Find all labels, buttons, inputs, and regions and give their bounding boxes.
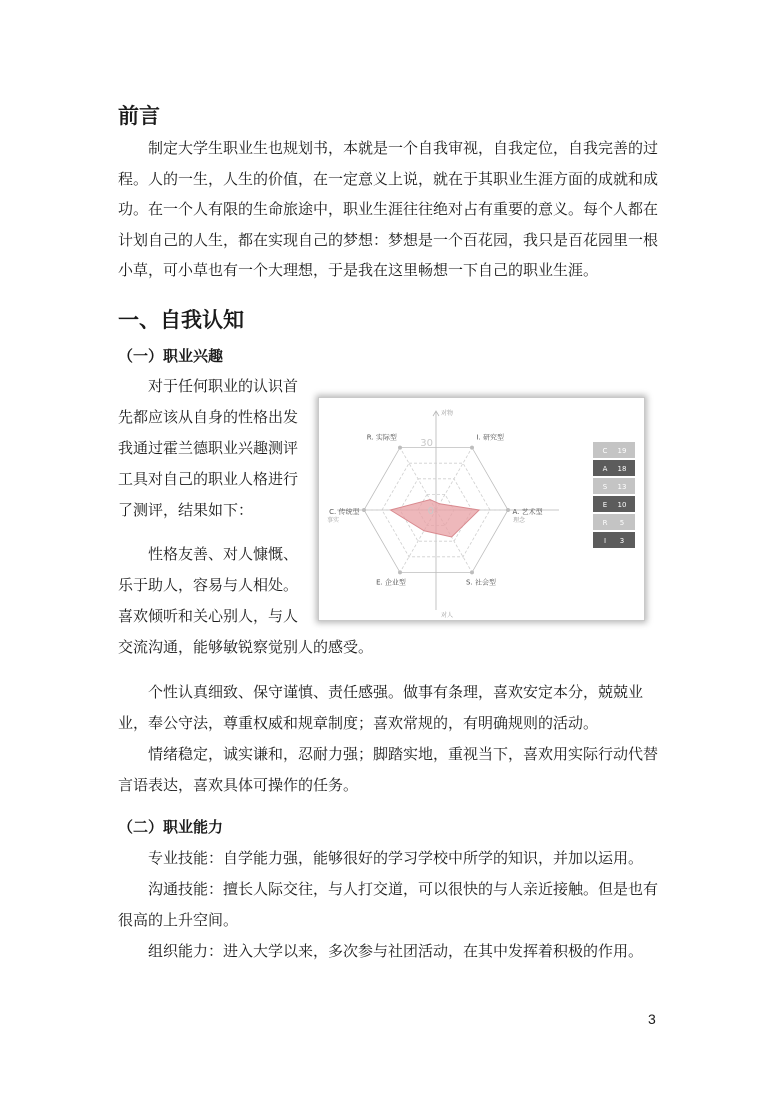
score-table-code: A (602, 465, 608, 473)
radar-axis-label: R. 实际型 (366, 433, 397, 442)
score-table-code: R (602, 519, 608, 527)
subsection-title-career-ability: （二）职业能力 (118, 818, 224, 836)
radar-data-area (390, 500, 479, 537)
axis-end-label-bottom: 对人 (440, 612, 454, 619)
holland-radar-chart (318, 397, 645, 621)
score-table-value: 18 (617, 465, 627, 473)
intro-line: 先都应该从自身的性格出发 (118, 408, 299, 426)
score-table-value: 19 (617, 447, 627, 455)
score-table-code: I (603, 537, 607, 545)
intro-line: 对于任何职业的认识首 (148, 377, 299, 395)
intro-line: 了测评，结果如下： (118, 501, 254, 519)
trait-line: 乐于助人，容易与人相处。 (118, 576, 299, 594)
trait-line: 性格友善、对人慷慨、 (148, 545, 299, 563)
professional-skill-paragraph: 专业技能：自学能力强，能够很好的学习学校中所学的知识，并加以运用。 (148, 849, 644, 867)
radar-vertex-dot (470, 570, 474, 574)
score-table-row (593, 532, 635, 548)
radar-chart-svg (319, 398, 644, 620)
personality-paragraph: 个性认真细致、保守谨慎、责任感强。做事有条理，喜欢安定本分，兢兢业业，奉公守法，尊重权威和规章制度；喜欢常规的，有明确规则的活动。 (118, 683, 644, 732)
radar-vertex-dot (362, 508, 366, 512)
temperament-paragraph: 情绪稳定，诚实谦和，忍耐力强；脚踏实地，重视当下，喜欢用实际行动代替言语表达，喜欢具体可操作的任务。 (118, 745, 659, 794)
preface-paragraph: 制定大学生职业生也规划书，本就是一个自我审视，自我定位，自我完善的过程。人的一生，人生的价值，在一定意义上说，就在于其职业生涯方面的成就和成功。在一个人有限的生命旅途中，职业生涯往往绝对占有重要的意义。每个人都在计划自己的人生，都在实现自己的梦想：梦想是一个百花园，我只是百花园里一根小草，可小草也有一个大理想，于是我在这里畅想一下自己的职业生涯。 (118, 139, 659, 280)
radar-vertex-dot (398, 570, 402, 574)
radar-vertex-dot (398, 446, 402, 450)
intro-line: 我通过霍兰德职业兴趣测评 (118, 439, 299, 457)
radar-tick-label: 0 (427, 506, 434, 517)
score-table-value: 3 (619, 537, 625, 545)
trait-line: 交流沟通，能够敏锐察觉别人的感受。 (118, 638, 374, 656)
page-number: 3 (648, 1011, 656, 1027)
radar-axis-label: S. 社会型 (466, 578, 496, 587)
preface-title: 前言 (118, 104, 160, 128)
score-table-code: E (602, 501, 608, 509)
score-table-code: C (602, 447, 608, 455)
organization-skill-paragraph: 组织能力：进入大学以来，多次参与社团活动，在其中发挥着积极的作用。 (148, 942, 644, 960)
radar-vertex-dot (506, 508, 510, 512)
radar-tick-label: 30 (420, 438, 433, 449)
score-table-value: 13 (617, 483, 627, 491)
radar-axis-label: E. 企业型 (376, 578, 406, 587)
section-title-self-awareness: 一、自我认知 (118, 308, 244, 332)
radar-axis-label: I. 研究型 (476, 433, 504, 442)
radar-axis-label: A. 艺术型 (512, 508, 543, 516)
score-table-row (593, 460, 635, 476)
intro-line: 工具对自己的职业人格进行 (118, 470, 299, 488)
axis-end-label-top: 对物 (440, 410, 454, 417)
score-table-value: 10 (617, 501, 627, 509)
subsection-title-career-interest: （一）职业兴趣 (118, 347, 224, 365)
score-table-row (593, 478, 635, 494)
score-table-row (593, 514, 635, 530)
score-table-row (593, 442, 635, 458)
axis-end-label-left: 事实 (327, 517, 340, 524)
radar-vertex-dot (470, 446, 474, 450)
trait-line: 喜欢倾听和关心别人，与人 (118, 607, 299, 625)
score-table-code: S (602, 483, 608, 491)
radar-axis-label: C. 传统型 (329, 508, 360, 516)
communication-skill-paragraph: 沟通技能：擅长人际交往，与人打交道，可以很快的与人亲近接触。但是也有很高的上升空间。 (118, 880, 659, 929)
axis-end-label-right: 理念 (512, 517, 526, 524)
score-table-value: 5 (619, 519, 625, 527)
score-table-row (593, 496, 635, 512)
